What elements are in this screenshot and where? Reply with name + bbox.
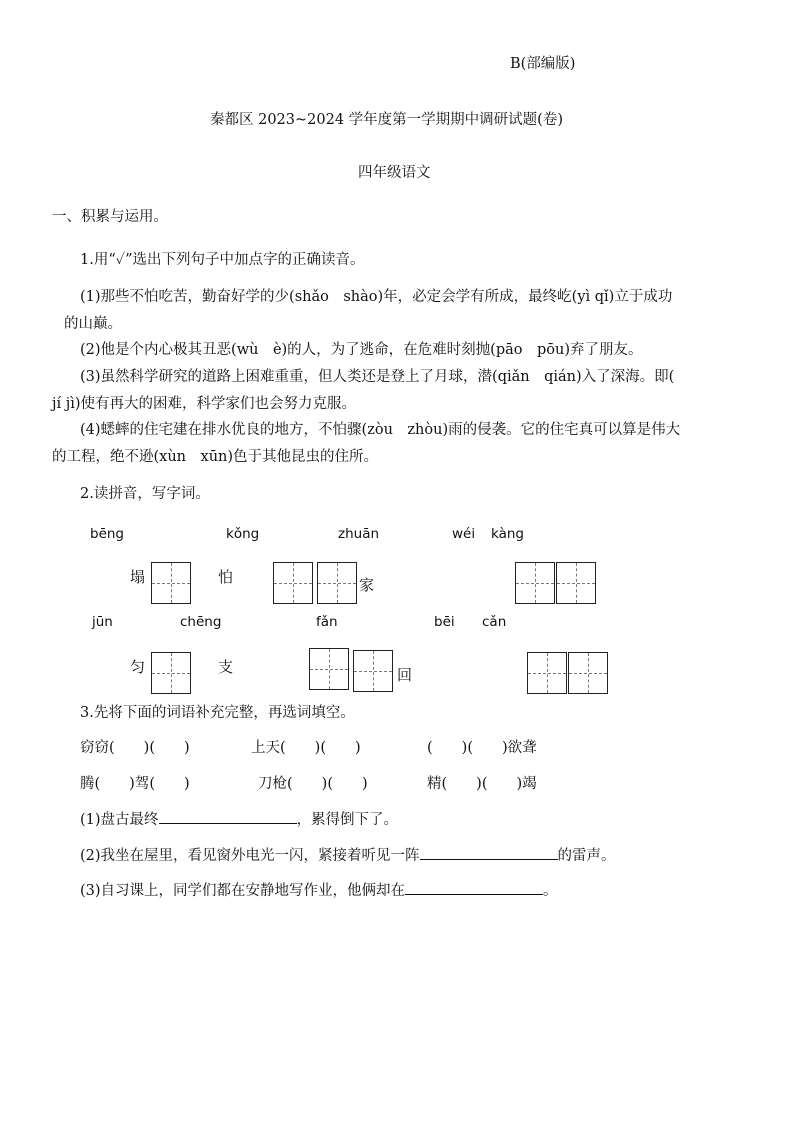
idiom-item: 精( )( )竭 (427, 776, 537, 792)
edition-label: B(部编版) (510, 56, 576, 72)
q1-prompt: 1.用“✓”选出下列句子中加点字的正确读音。 (80, 252, 365, 268)
exam-title: 秦都区 2023~2024 学年度第一学期期中调研试题(卷) (210, 112, 563, 128)
fill-text: ，累得倒下了。 (296, 812, 399, 828)
q1-sentence-3a: (3)虽然科学研究的道路上困难重重，但人类还是登上了月球，潜(qiǎn qián)入了深海。即( (80, 369, 675, 385)
pinyin-label: cǎn (482, 614, 507, 630)
writing-box[interactable] (527, 652, 567, 694)
writing-box[interactable] (273, 562, 313, 604)
q3-prompt: 3.先将下面的词语补充完整，再选词填空。 (80, 705, 355, 721)
given-character: 家 (359, 576, 375, 594)
idiom-item: ( )( )欲聋 (427, 740, 537, 756)
given-character: 怕 (218, 568, 234, 586)
pinyin-label: chēng (180, 614, 222, 630)
idiom-item: 窃窃( )( ) (80, 740, 190, 756)
subject-title: 四年级语文 (358, 165, 431, 181)
q1-sentence-1a: (1)那些不怕吃苦，勤奋好学的少(shǎo shào)年，必定会学有所成，最终屹(yì qǐ)立于成功 (80, 289, 673, 305)
pinyin-label: bēi (434, 614, 455, 630)
idiom-item: 腾( )驾( ) (80, 776, 190, 792)
q2-prompt: 2.读拼音，写字词。 (80, 486, 210, 502)
answer-blank[interactable] (405, 880, 543, 895)
given-character: 支 (218, 658, 234, 676)
writing-box[interactable] (151, 652, 191, 694)
given-character: 匀 (130, 658, 146, 676)
given-character: 回 (397, 666, 413, 684)
pinyin-label: zhuān (338, 526, 380, 542)
fill-sentence-2 (80, 845, 616, 866)
section-heading: 一、积累与运用。 (52, 209, 168, 225)
fill-text: (3)自习课上，同学们都在安静地写作业，他俩却在 (80, 883, 406, 899)
fill-text: (1)盘古最终 (80, 812, 159, 828)
pinyin-label: bēng (90, 526, 125, 542)
q1-sentence-4a: (4)蟋蟀的住宅建在排水优良的地方，不怕骤(zòu zhòu)雨的侵袭。它的住宅真可以算是伟大 (80, 422, 681, 438)
idiom-item: 上天( )( ) (251, 740, 361, 756)
writing-box[interactable] (309, 648, 349, 690)
q1-sentence-1b: 的山巅。 (64, 316, 122, 332)
q1-sentence-2: (2)他是个内心极其丑恶(wù è)的人，为了逃命，在危难时刻抛(pāo pōu)弃了朋友。 (80, 342, 643, 358)
fill-text: 的雷声。 (557, 848, 616, 864)
answer-blank[interactable] (159, 809, 297, 824)
pinyin-label: jūn (92, 614, 113, 630)
fill-text: 。 (543, 883, 558, 899)
pinyin-label: wéi (452, 526, 476, 542)
q1-sentence-3b: jí jì)使有再大的困难，科学家们也会努力克服。 (52, 396, 357, 412)
answer-blank[interactable] (420, 845, 558, 860)
given-character: 塌 (130, 568, 146, 586)
pinyin-label: fǎn (316, 614, 338, 630)
q1-sentence-4b: 的工程，绝不逊(xùn xūn)色于其他昆虫的住所。 (52, 449, 379, 465)
writing-box[interactable] (515, 562, 555, 604)
fill-text: (2)我坐在屋里，看见窗外电光一闪，紧接着听见一阵 (80, 848, 420, 864)
writing-box[interactable] (568, 652, 608, 694)
writing-box[interactable] (151, 562, 191, 604)
pinyin-label: kǒng (226, 526, 260, 542)
writing-box[interactable] (556, 562, 596, 604)
fill-sentence-3 (80, 880, 558, 901)
pinyin-label: kàng (491, 526, 524, 542)
writing-box[interactable] (353, 650, 393, 692)
fill-sentence-1 (80, 809, 398, 830)
idiom-item: 刀枪( )( ) (258, 776, 368, 792)
writing-box[interactable] (317, 562, 357, 604)
